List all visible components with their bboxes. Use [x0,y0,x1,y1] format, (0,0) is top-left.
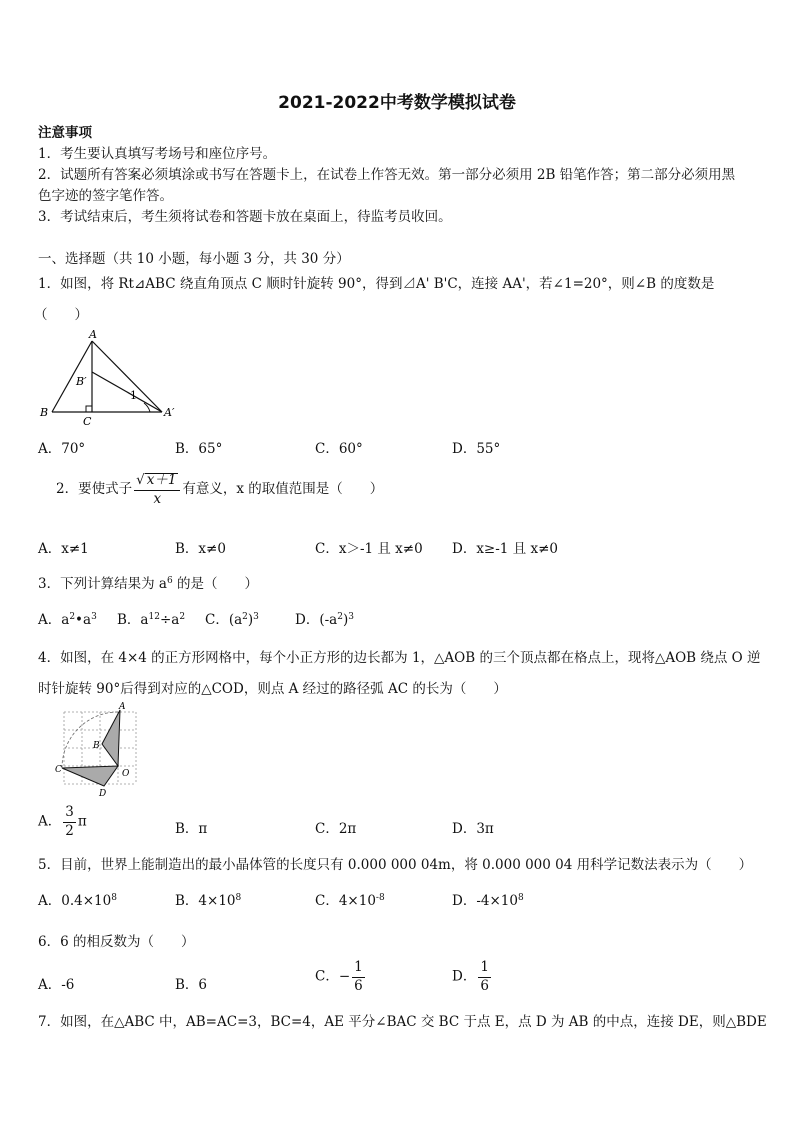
label-c: C [55,765,62,775]
question-7-stem: 7．如图，在△ABC 中，AB=AC=3，BC=4，AE 平分∠BAC 交 BC 于点 E，点 D 为 AB 的中点，连接 DE，则△BDE [38,1014,767,1030]
question-4-line-1: 4．如图，在 4×4 的正方形网格中，每个小正方形的边长都为 1，△AOB 的三个顶点都在格点上，现将△AOB 绕点 O 逆 [38,650,761,666]
option-d[interactable]: D．x≥-1 且 x≠0 [452,541,558,557]
label-a-prime: A′ [164,406,175,419]
notice-item: 色字迹的签字笔作答。 [38,188,173,204]
option-b[interactable]: B．6 [175,977,208,993]
label-b: B [40,406,49,419]
option-a[interactable]: A．$a^2•a^3$ [38,612,97,628]
option-a[interactable]: A． $\frac{3}{2}$ π [38,804,87,839]
q2-stem-pre: 2．要使式子 [56,481,133,497]
question-3-stem: 3．下列计算结果为 $a^6$ 的是（ ） [38,576,258,592]
q2-fraction: $\frac{√ x+1}{x}$ [134,473,180,506]
question-2-stem [56,473,383,506]
label-d: D [99,789,107,799]
notice-item: 3．考试结束后，考生须将试卷和答题卡放在桌面上，待监考员收回。 [38,209,452,225]
label-b: B [93,741,100,751]
question-4-line-2: 时针旋转 90°后得到对应的△COD，则点 A 经过的路径弧 AC 的长为（ ） [38,681,507,697]
option-b[interactable]: B．$a^{12}\div a^2$ [117,612,186,628]
option-c[interactable]: C．60° [315,441,363,457]
section-heading: 一、选择题（共 10 小题，每小题 3 分，共 30 分） [38,251,350,267]
option-c[interactable]: C．$(a^2)^3$ [205,612,259,628]
option-a[interactable]: A．70° [38,441,86,457]
option-c[interactable]: C．− $\frac{1}{6}$ [315,959,363,994]
q1-triangle-figure [36,328,186,428]
option-c[interactable]: C．2π [315,821,357,837]
option-b[interactable]: B．$4\times 10^8$ [175,893,242,909]
label-a: A [119,702,126,712]
q2-denominator: x [153,490,162,507]
q2-stem-post: 有意义，x 的取值范围是（ ） [182,481,384,497]
label-a: A [89,328,97,341]
option-a[interactable]: A．$0.4\times 10^8$ [38,893,117,909]
option-d[interactable]: D．$-4\times 10^8$ [452,893,524,909]
question-5-stem: 5．目前，世界上能制造出的最小晶体管的长度只有 0.000 000 04m，将 0.000 000 04 用科学记数法表示为（ ） [38,857,753,873]
notice-item: 2．试题所有答案必须填涂或书写在答题卡上，在试卷上作答无效。第一部分必须用 2B 铅笔作答；第二部分必须用黑 [38,167,736,183]
notice-heading: 注意事项 [38,125,92,141]
option-d[interactable]: D． $\frac{1}{6}$ [452,959,489,994]
option-c[interactable]: C．x＞-1 且 x≠0 [315,541,423,557]
option-c[interactable]: C．$4\times 10^{-8}$ [315,893,385,909]
question-6-stem: 6．6 的相反数为（ ） [38,934,195,950]
page-title: 2021-2022中考数学模拟试卷 [278,93,516,113]
notice-item: 1．考生要认真填写考场号和座位序号。 [38,146,277,162]
option-b[interactable]: B．π [175,821,208,837]
option-a[interactable]: A．x≠1 [38,541,89,557]
q2-radicand: x＋1 [146,472,177,488]
option-d[interactable]: D．$(-a^2)^3$ [295,612,354,628]
option-b[interactable]: B．x≠0 [175,541,226,557]
option-a[interactable]: A．-6 [38,977,75,993]
angle-1-label: 1 [130,389,137,402]
label-b-prime: B′ [76,375,87,388]
answer-paren: （ ） [34,307,88,323]
question-1-stem: 1．如图，将 Rt⊿ABC 绕直角顶点 C 顺时针旋转 90°，得到⊿A' B'C，连接 AA'，若∠1=20°，则∠B 的度数是 [38,276,715,292]
label-c: C [83,415,92,428]
option-b[interactable]: B．65° [175,441,223,457]
option-d[interactable]: D．3π [452,821,494,837]
q4-grid-figure [50,700,150,800]
option-d[interactable]: D．55° [452,441,501,457]
label-o: O [122,769,130,779]
